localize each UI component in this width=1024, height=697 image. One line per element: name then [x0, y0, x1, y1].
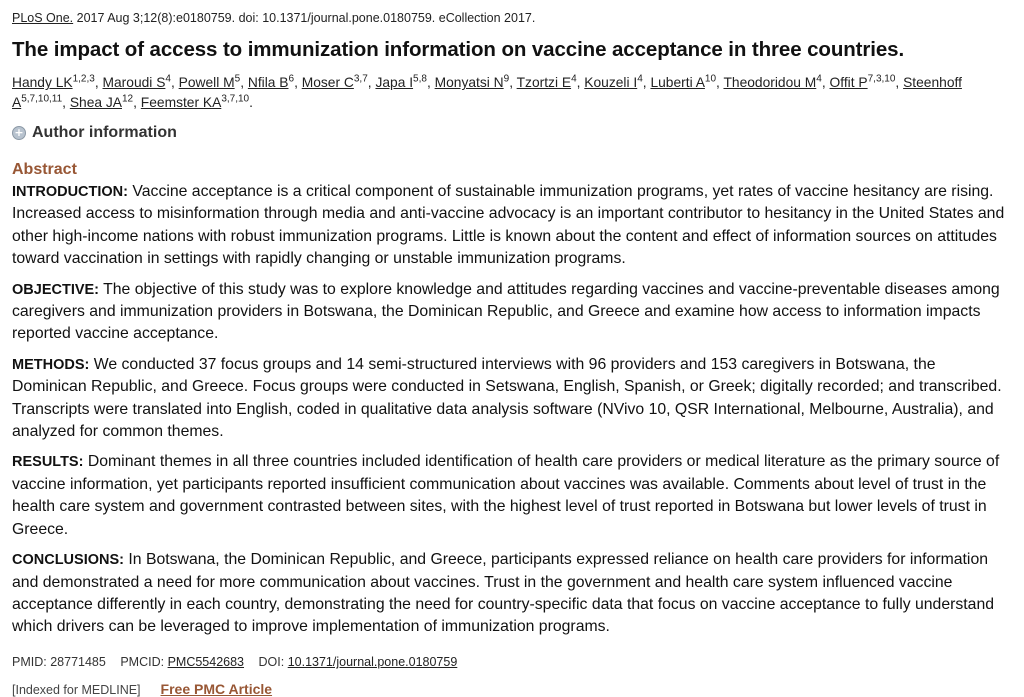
author-link[interactable]: Feemster KA	[140, 95, 222, 110]
doi-link[interactable]: 10.1371/journal.pone.0180759	[287, 655, 458, 669]
bottom-row	[12, 681, 272, 697]
pmid-label: PMID:	[12, 655, 47, 669]
section-text: The objective of this study was to explore knowledge and attitudes regarding vaccines and vaccine-preventable diseases among caregivers and immunization providers in Botswana, the Dominican Republic, and Greece and examine how access to information impacts reported vaccine acceptance.	[12, 280, 1000, 343]
author-affiliation-number: 3,7	[353, 73, 368, 85]
citation-details: 2017 Aug 3;12(8):e0180759. doi: 10.1371/journal.pone.0180759. eCollection 2017.	[73, 11, 536, 25]
author-affiliation-number: 7,3,10	[867, 73, 896, 85]
section-text: We conducted 37 focus groups and 14 semi-structured interviews with 96 providers and 153 caregivers in Botswana, the Dominican Republic, and Greece. Focus groups were conducted in Setswana, English, Spanish, or Greek; digitally recorded; and transcribed. Transcripts were translated into English, coded in qualitative data analysis software (NVivo 10, QSR International, Melbourne, Australia), and analyzed for common themes.	[12, 355, 1002, 441]
author-information-toggle[interactable]	[12, 124, 177, 142]
author-affiliation-number: 5	[234, 73, 241, 85]
author-link[interactable]: Tzortzi E	[516, 75, 572, 90]
section-label: INTRODUCTION:	[12, 184, 128, 200]
author-affiliation-number: 9	[503, 73, 510, 85]
pmcid-label: PMCID:	[120, 655, 165, 669]
author-link[interactable]: Monyatsi N	[434, 75, 504, 90]
author-affiliation-number: 4	[165, 73, 171, 85]
identifier-line	[12, 655, 457, 669]
author-affiliation-number: 12	[122, 93, 134, 105]
abstract-section-introduction	[12, 181, 1012, 271]
journal-link[interactable]: PLoS One.	[12, 11, 74, 25]
author-affiliation-number: 4	[816, 73, 822, 85]
author-link[interactable]: Theodoridou M	[723, 75, 817, 90]
author-affiliation-number: 6	[288, 73, 295, 85]
author-affiliation-number: 4	[571, 73, 577, 85]
author-link[interactable]: Powell M	[178, 75, 235, 90]
free-pmc-article-link[interactable]: Free PMC Article	[160, 681, 273, 697]
author-link[interactable]: Kouzeli I	[584, 75, 638, 90]
section-text: Vaccine acceptance is a critical component of sustainable immunization programs, yet rates of vaccine hesitancy are rising. Increased access to misinformation through media and anti-vaccine advocacy is an important contributor to hesitancy in the United States and other high-income nations with robust immunization programs. Little is known about the content and effect of information sources on attitudes toward vaccination in settings with rapidly changing or unstable immunization programs.	[12, 183, 1005, 268]
section-label: RESULTS:	[12, 454, 84, 471]
section-text: Dominant themes in all three countries included identification of health care providers or medical literature as the primary source of vaccine information, yet participants reported insufficient communication about vaccines was available. Comments about level of trust in the health care system and government contrasted between sites, with the highest level of trust reported in Botswana but lower levels of trust in Greece.	[12, 453, 1000, 538]
expand-plus-icon[interactable]: +	[12, 126, 26, 140]
author-affiliation-number: 4	[637, 73, 643, 85]
section-text: In Botswana, the Dominican Republic, and Greece, participants expressed reliance on health care providers for information and demonstrated a need for more communication about vaccines. Trust in the government and health care system influenced vaccine acceptance differently in each country, demonstrating the need for country-specific data that focus on vaccine acceptance to fully understand which drivers can be leveraged to improve implementation of immunization programs.	[12, 551, 995, 636]
author-link[interactable]: Shea JA	[69, 95, 122, 110]
section-label: CONCLUSIONS:	[12, 552, 124, 569]
pmid-value: 28771485	[50, 655, 106, 669]
author-information-label[interactable]: Author information	[32, 124, 177, 141]
author-link[interactable]: Handy LK	[12, 75, 73, 90]
indexed-for-medline: [Indexed for MEDLINE]	[12, 683, 141, 697]
abstract-section-conclusions	[12, 549, 1012, 639]
author-list: Handy LK$^{1,2,3}$, Maroudi $S^4$, Powell $M^5$, Nfila $B^6$, Moser C$^{3,7}$, Japa I$^{5,8}$, Monyatsi $N^9$, Tzortzi $E^4$, Kouzeli $I^4$, Luberti $A^{10}$, Theodoridou $M^4$, Offit P$^{7,3,10}$, Steenhoff A$^{5,7,10,11}$, Shea JA$^{12}$, Feemster KA$^{3,7,10}$.	[12, 73, 962, 110]
pmcid-link[interactable]: PMC5542683	[167, 655, 245, 669]
author-affiliation-number: 10	[704, 73, 717, 85]
article-title: The impact of access to immunization information on vaccine acceptance in three countries.	[12, 38, 905, 61]
abstract-sections	[12, 181, 1012, 647]
author-affiliation-number: 3,7,10	[221, 93, 250, 105]
abstract-section-methods	[12, 354, 1012, 444]
section-label: METHODS:	[12, 356, 90, 373]
citation-line	[12, 11, 535, 25]
author-link[interactable]: Japa I	[375, 75, 414, 90]
abstract-section-results	[12, 451, 1012, 541]
author-link[interactable]: Luberti A	[650, 75, 705, 90]
author-affiliation-number: 1,2,3	[72, 73, 95, 85]
author-affiliation-number: 5,8	[413, 73, 427, 85]
abstract-heading: Abstract	[12, 161, 77, 178]
author-link[interactable]: Nfila B	[247, 75, 289, 90]
author-link[interactable]: Steenhoff A	[12, 75, 962, 110]
author-link[interactable]: Offit P	[829, 75, 868, 90]
doi-label: DOI:	[258, 655, 285, 669]
author-link[interactable]: Maroudi S	[102, 75, 166, 90]
author-affiliation-number: 5,7,10,11	[21, 93, 63, 105]
abstract-section-objective	[12, 279, 1012, 346]
author-link[interactable]: Moser C	[301, 75, 354, 90]
section-label: OBJECTIVE:	[12, 281, 100, 298]
